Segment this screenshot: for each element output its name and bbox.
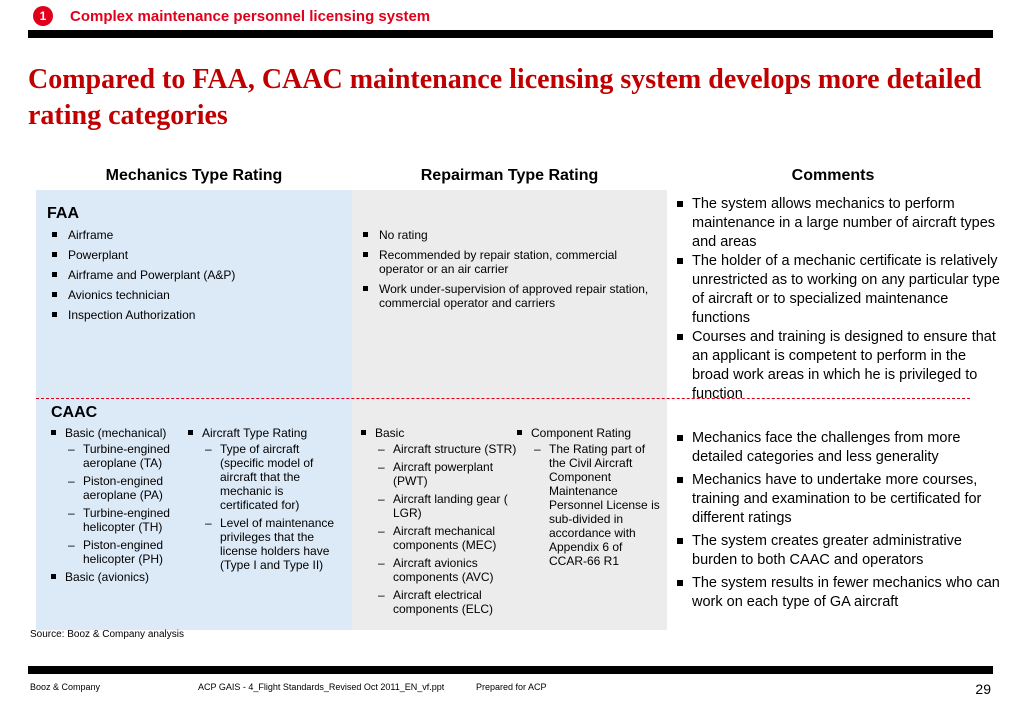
caac-label: CAAC xyxy=(51,404,98,421)
list-item: Inspection Authorization xyxy=(50,308,345,322)
list-item: – Aircraft landing gear ( LGR) xyxy=(375,492,519,520)
list-item: Mechanics have to undertake more courses, training and examination to be certificated for different ratings xyxy=(675,471,1000,528)
list-item: Mechanics face the challenges from more detailed categories and less generality xyxy=(675,429,1000,467)
list-item: Basic xyxy=(359,426,519,440)
list-item: – Aircraft structure (STR) xyxy=(375,442,519,456)
section-title: Complex maintenance personnel licensing system xyxy=(70,8,431,25)
caac-aircraft-type-rating-group xyxy=(186,426,336,576)
caac-component-rating-group xyxy=(515,426,663,572)
slide-headline: Compared to FAA, CAAC maintenance licensing system develops more detailed rating categories xyxy=(28,64,982,131)
list-item: – The Rating part of the Civil Aircraft Component Maintenance Personnel License is sub-divided in accordance with Appendix 6 of CCAR-66 R1 xyxy=(531,442,663,568)
faa-mechanics-list xyxy=(50,228,345,328)
footer-prepared-for: Prepared for ACP xyxy=(476,682,547,692)
list-item: Powerplant xyxy=(50,248,345,262)
column-header-mechanics: Mechanics Type Rating xyxy=(105,167,283,184)
list-item: The system allows mechanics to perform maintenance in a large number of aircraft types and areas xyxy=(675,195,1000,252)
list-item: – Aircraft powerplant (PWT) xyxy=(375,460,519,488)
faa-comments-list xyxy=(675,195,1000,404)
list-item: Recommended by repair station, commercial operator or an air carrier xyxy=(361,248,656,276)
faa-repairman-list xyxy=(361,228,656,316)
footer-filename: ACP GAIS - 4_Flight Standards_Revised Oct 2011_EN_vf.ppt xyxy=(198,682,445,692)
page-number: 29 xyxy=(975,681,991,697)
list-item: The holder of a mechanic certificate is relatively unrestricted as to working on any particular type of aircraft or to specialized maintenance functions xyxy=(675,252,1000,328)
list-item: Avionics technician xyxy=(50,288,345,302)
list-item: – Aircraft avionics components (AVC) xyxy=(375,556,519,584)
list-item: The system creates greater administrative burden to both CAAC and operators xyxy=(675,532,1000,570)
bottom-divider-bar xyxy=(28,666,993,674)
list-item: Airframe and Powerplant (A&P) xyxy=(50,268,345,282)
caac-basic-group xyxy=(359,426,519,620)
column-header-repairman: Repairman Type Rating xyxy=(420,167,599,184)
top-divider-bar xyxy=(28,30,993,38)
list-item: – Piston-engined helicopter (PH) xyxy=(65,538,189,566)
caac-comments-list xyxy=(675,429,1000,612)
list-item: – Aircraft mechanical components (MEC) xyxy=(375,524,519,552)
list-item: – Type of aircraft (specific model of aircraft that the mechanic is certificated for) xyxy=(202,442,336,512)
section-number-badge: 1 xyxy=(33,6,53,26)
list-item: – Piston-engined aeroplane (PA) xyxy=(65,474,189,502)
source-note: Source: Booz & Company analysis xyxy=(30,629,184,640)
list-item: Component Rating xyxy=(515,426,663,440)
list-item: – Turbine-engined aeroplane (TA) xyxy=(65,442,189,470)
list-item: Basic (mechanical) xyxy=(49,426,189,440)
faa-label: FAA xyxy=(47,205,79,222)
list-item: Courses and training is designed to ensure that an applicant is competent to perform in the broad work areas in which he is privileged to function xyxy=(675,328,1000,404)
list-item: – Aircraft electrical components (ELC) xyxy=(375,588,519,616)
list-item: No rating xyxy=(361,228,656,242)
column-header-comments: Comments xyxy=(791,167,875,184)
list-item: Aircraft Type Rating xyxy=(186,426,336,440)
list-item: The system results in fewer mechanics who can work on each type of GA aircraft xyxy=(675,574,1000,612)
list-item: – Turbine-engined helicopter (TH) xyxy=(65,506,189,534)
list-item: Basic (avionics) xyxy=(49,570,189,584)
list-item: Airframe xyxy=(50,228,345,242)
footer-company: Booz & Company xyxy=(30,682,101,692)
list-item: – Level of maintenance privileges that the license holders have (Type I and Type II) xyxy=(202,516,336,572)
list-item: Work under-supervision of approved repair station, commercial operator and carriers xyxy=(361,282,656,310)
caac-basic-mechanical-group xyxy=(49,426,189,586)
